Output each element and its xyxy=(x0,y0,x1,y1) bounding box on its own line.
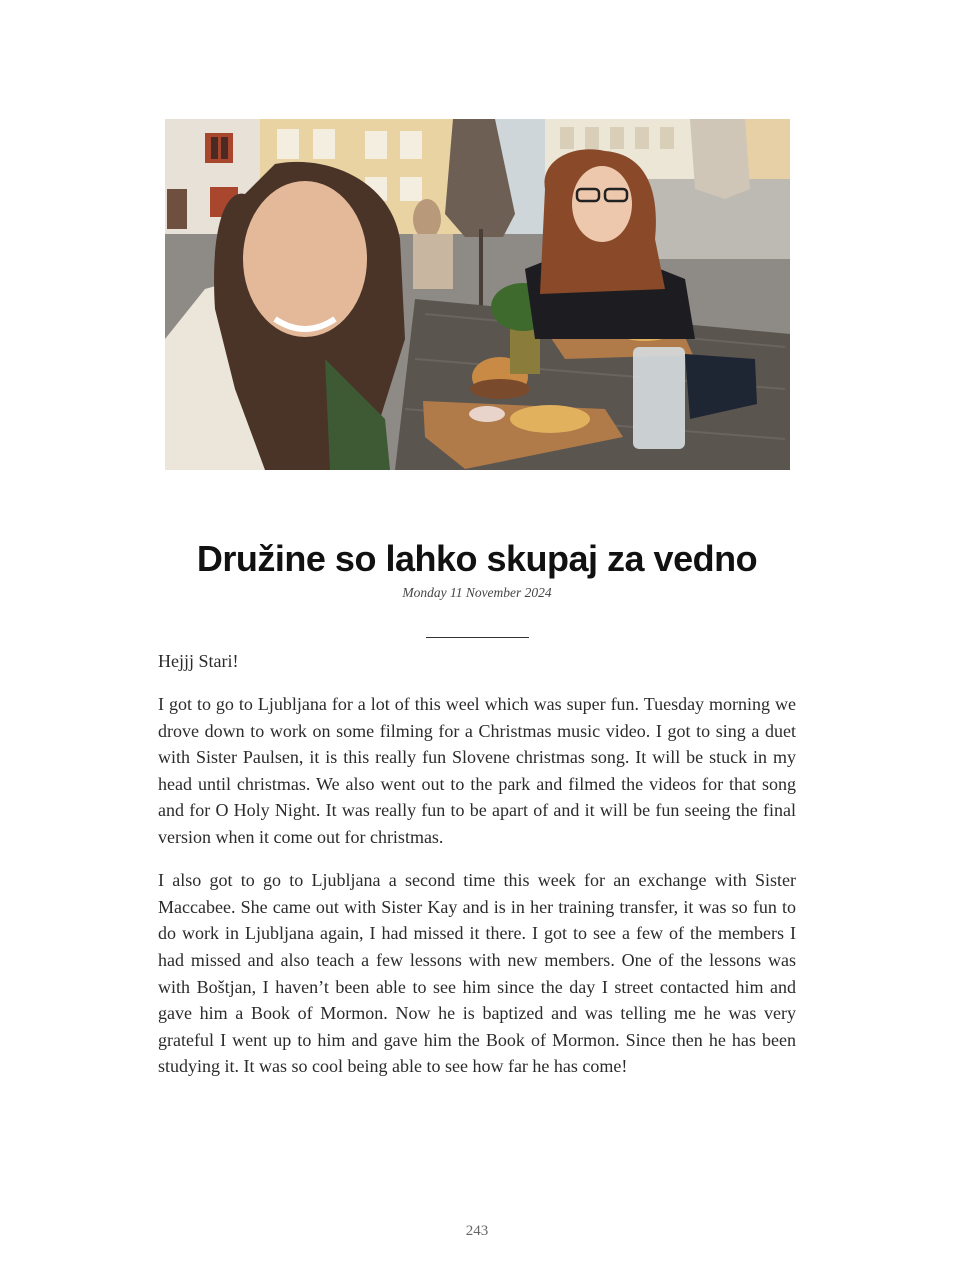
body-paragraph: I also got to go to Ljubljana a second time this week for an exchange with Sister Maccabee. She came out with Sister Kay and is in her training transfer, it was so fun to do work in Ljubljana again, I had missed it there. I got to see a few of the members I had missed and also teach a few lessons with new members. One of the lessons was with Boštjan, I haven’t been able to see him since the day I street contacted him and gave him a Book of Mormon. Now he is baptized and was telling me he was very grateful I went up to him and gave him the Book of Mormon. Since then he has been studying it. It was so cool being able to see how far he has come! xyxy=(158,870,796,1077)
post-body xyxy=(158,648,796,1096)
body-paragraph: I got to go to Ljubljana for a lot of this weel which was super fun. Tuesday morning we drove down to work on some filming for a Christmas music video. I got to sing a duet with Sister Paulsen, it is this really fun Slovene christmas song. It will be stuck in my head until christmas. We also went out to the park and filmed the videos for that song and for O Holy Night. It was really fun to be apart of and it will be fun seeing the final version when it come out for christmas. xyxy=(158,694,796,848)
page-title: Družine so lahko skupaj za vedno xyxy=(196,538,758,579)
selfie-photo xyxy=(165,119,790,470)
post-date: Monday 11 November 2024 xyxy=(402,585,552,600)
page-number: 243 xyxy=(465,1223,489,1239)
title-divider xyxy=(426,637,529,638)
greeting-paragraph: Hejjj Stari! xyxy=(158,651,239,671)
